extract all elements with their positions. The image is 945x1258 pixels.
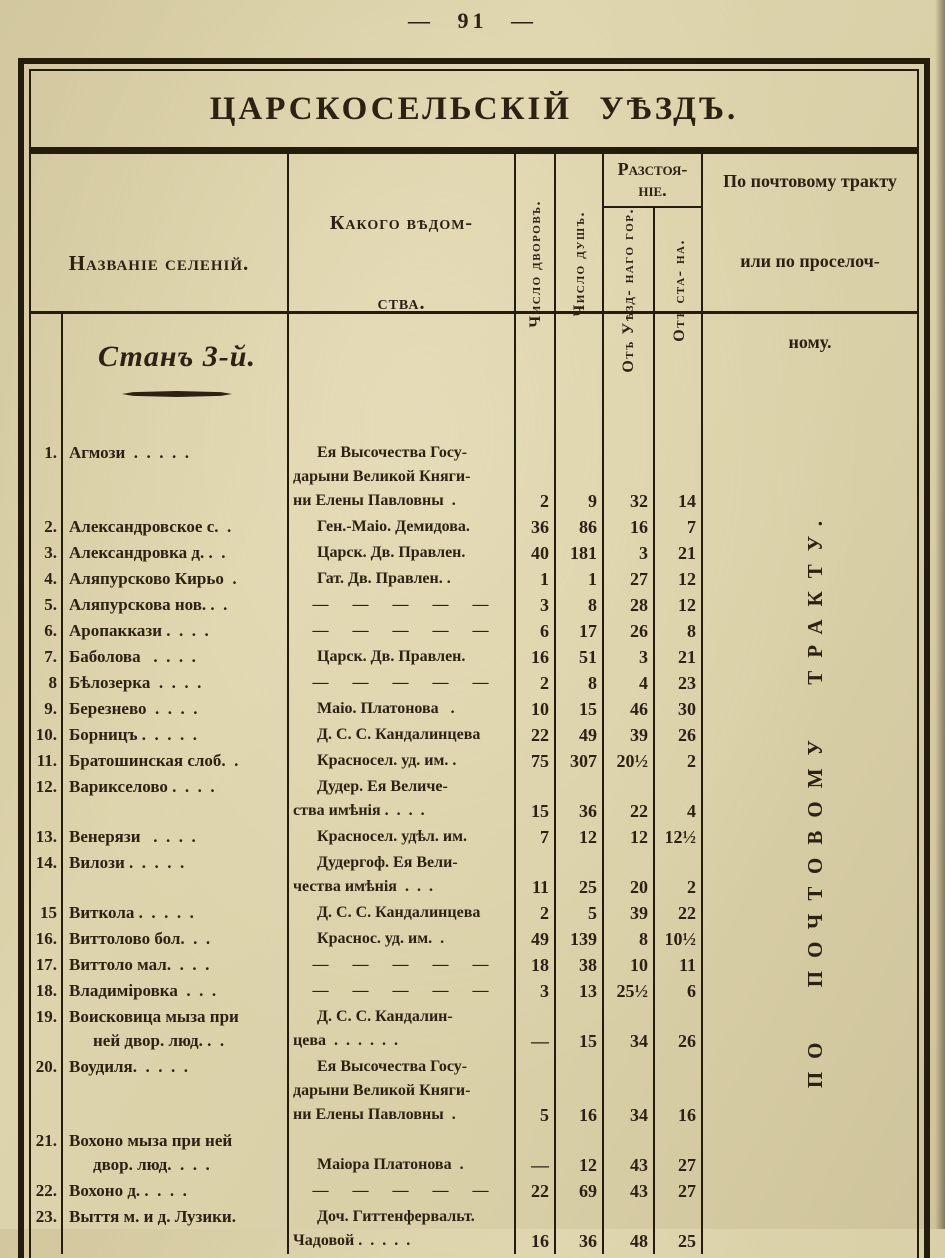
postal-route-vertical-label: ПО ПОЧТОВОМУ ТРАКТУ. [802,507,827,1089]
settlement-name: Братошинская слоб. . [63,748,289,774]
row-number: 19. [31,1004,63,1054]
settlement-name: Борницъ . . . . . [63,722,289,748]
distance-from-stan: 25 [655,1204,703,1254]
department: Д. С. С. Кандалинцева [289,900,516,926]
row-number: 1. [31,440,63,514]
distance-from-stan: 27 [655,1178,703,1204]
souls-count: 1 [556,566,604,592]
section-title: Станъ 3-й. [98,340,256,373]
households-count: 3 [516,592,556,618]
distance-from-stan: 14 [655,440,703,514]
households-count: 11 [516,850,556,900]
souls-count: 12 [556,824,604,850]
souls-count: 86 [556,514,604,540]
distance-from-stan: 7 [655,514,703,540]
row-number: 16. [31,926,63,952]
distance-from-stan: 6 [655,978,703,1004]
distance-from-stan: 12½ [655,824,703,850]
page-title: ЦАРСКОСЕЛЬСКІЙ УѢЗДЪ. [209,90,739,127]
department: — — — — — [289,670,516,696]
settlement-name: Александровка д. . . [63,540,289,566]
department: Гат. Дв. Правлен. . [289,566,516,592]
souls-count: 36 [556,1204,604,1254]
households-count: 5 [516,1054,556,1128]
distance-from-town: 20 [604,850,655,900]
row-number: 20. [31,1054,63,1128]
souls-count: 181 [556,540,604,566]
row-number: 12. [31,774,63,824]
department: Ген.-Маіо. Демидова. [289,514,516,540]
table-row [31,1204,917,1254]
settlement-name: Баболова . . . . [63,644,289,670]
distance-from-town: 34 [604,1054,655,1128]
row-number: 23. [31,1204,63,1254]
row-number: 11. [31,748,63,774]
settlement-name: Березнево . . . . [63,696,289,722]
settlement-name: Владиміровка . . . [63,978,289,1004]
settlement-name: Вохоно мыза при ней двор. люд. . . . [63,1128,289,1178]
department: Красносел. уд. им. . [289,748,516,774]
col-header-road-type: По почтовому тракту или по проселоч- ному. [723,171,897,352]
department: Д. С. С. Кандалинцева [289,722,516,748]
souls-count: 69 [556,1178,604,1204]
distance-from-stan: 23 [655,670,703,696]
distance-from-town: 3 [604,540,655,566]
row-number: 17. [31,952,63,978]
households-count: 16 [516,1204,556,1254]
row-number: 5. [31,592,63,618]
settlement-name: Вохоно д. . . . . [63,1178,289,1204]
row-number: 4. [31,566,63,592]
road-column-cell [703,1128,917,1178]
souls-count: 36 [556,774,604,824]
souls-count: 25 [556,850,604,900]
distance-from-stan: 2 [655,748,703,774]
households-count: 36 [516,514,556,540]
souls-count: 9 [556,440,604,514]
department: — — — — — [289,1178,516,1204]
souls-count: 49 [556,722,604,748]
settlement-name: Варикселово . . . . [63,774,289,824]
souls-count: 15 [556,696,604,722]
households-count: 1 [516,566,556,592]
row-number: 15 [31,900,63,926]
souls-count: 38 [556,952,604,978]
row-number: 8 [31,670,63,696]
households-count: 75 [516,748,556,774]
distance-from-town: 28 [604,592,655,618]
distance-from-stan: 27 [655,1128,703,1178]
department: Д. С. С. Кандалин- цева . . . . . . [289,1004,516,1054]
settlement-name: Александровское с. . [63,514,289,540]
households-count: 40 [516,540,556,566]
settlement-name: Аляпурсково Кирьо . [63,566,289,592]
col-header-dist-from-stan: Отъ ста- на. [670,238,688,342]
row-number: 6. [31,618,63,644]
households-count: 3 [516,978,556,1004]
section-heading-row [31,314,917,440]
row-number: 18. [31,978,63,1004]
distance-from-town: 39 [604,722,655,748]
souls-count: 15 [556,1004,604,1054]
table-row [31,1178,917,1204]
distance-from-stan: 26 [655,1004,703,1054]
settlement-name: Аропаккази . . . . [63,618,289,644]
settlement-name: Бѣлозерка . . . . [63,670,289,696]
settlement-name: Виткола . . . . . [63,900,289,926]
households-count: 22 [516,722,556,748]
department: Дудер. Ея Величе- ства имѣнія . . . . [289,774,516,824]
settlement-name: Вилози . . . . . [63,850,289,900]
department: — — — — — [289,952,516,978]
distance-from-town: 10 [604,952,655,978]
souls-count: 307 [556,748,604,774]
households-count: 10 [516,696,556,722]
col-header-department-line1: Какого вѣдом- [329,211,474,234]
souls-count: 139 [556,926,604,952]
distance-from-town: 8 [604,926,655,952]
households-count: 22 [516,1178,556,1204]
department: — — — — — [289,978,516,1004]
souls-count: 51 [556,644,604,670]
settlement-name: Виттолово бол. . . [63,926,289,952]
distance-from-town: 3 [604,644,655,670]
department: — — — — — [289,592,516,618]
department: Маіора Платонова . [289,1128,516,1178]
distance-from-town: 26 [604,618,655,644]
distance-from-stan: 16 [655,1054,703,1128]
table-row [31,1128,917,1178]
col-header-souls: Число душъ. [556,154,604,373]
department: Краснос. уд. им. . [289,926,516,952]
row-number: 9. [31,696,63,722]
settlement-name: Венерязи . . . . [63,824,289,850]
distance-from-town: 48 [604,1204,655,1254]
page-number: — 91 — [408,8,537,33]
souls-count: 17 [556,618,604,644]
row-number: 13. [31,824,63,850]
households-count: — [516,1128,556,1178]
department: Красносел. удѣл. им. [289,824,516,850]
settlement-name: Агмози . . . . . [63,440,289,514]
row-number: 2. [31,514,63,540]
distance-from-stan: 12 [655,592,703,618]
households-count: 16 [516,644,556,670]
row-number: 22. [31,1178,63,1204]
row-number: 10. [31,722,63,748]
settlement-name: Воисковица мыза при ней двор. люд. . . [63,1004,289,1054]
department: Доч. Гиттенфервальт. Чадовой . . . . . [289,1204,516,1254]
households-count: 49 [516,926,556,952]
col-header-dist-from-town: Отъ Уѣзд- наго гор. [604,208,655,373]
distance-from-town: 20½ [604,748,655,774]
distance-from-town: 16 [604,514,655,540]
row-number: 7. [31,644,63,670]
distance-from-stan: 21 [655,644,703,670]
department: — — — — — [289,618,516,644]
souls-count: 13 [556,978,604,1004]
distance-from-stan: 21 [655,540,703,566]
distance-from-stan: 22 [655,900,703,926]
department: Царск. Дв. Правлен. [289,644,516,670]
settlement-name: Аляпурскова нов. . . [63,592,289,618]
row-number: 21. [31,1128,63,1178]
road-column-cell [703,1178,917,1204]
households-count: 2 [516,670,556,696]
distance-from-stan: 4 [655,774,703,824]
households-count: 18 [516,952,556,978]
department: Ея Высочества Госу- дарыни Великой Княги- ни Елены Павловны . [289,440,516,514]
households-count: 7 [516,824,556,850]
souls-count: 8 [556,670,604,696]
road-column-cell [703,1204,917,1254]
distance-from-town: 43 [604,1178,655,1204]
settlement-name: Воудиля. . . . . [63,1054,289,1128]
row-number: 14. [31,850,63,900]
distance-from-stan: 8 [655,618,703,644]
title-divider-rule [31,147,917,154]
households-count: 6 [516,618,556,644]
department: Маіо. Платонова . [289,696,516,722]
department: Дудергоф. Ея Вели- чества имѣнія . . . [289,850,516,900]
distance-from-town: 46 [604,696,655,722]
souls-count: 12 [556,1128,604,1178]
souls-count: 8 [556,592,604,618]
distance-from-town: 39 [604,900,655,926]
col-header-households: Число дворовъ. [516,154,556,373]
department: Царск. Дв. Правлен. [289,540,516,566]
households-count: 15 [516,774,556,824]
row-number: 3. [31,540,63,566]
distance-from-town: 32 [604,440,655,514]
distance-from-stan: 12 [655,566,703,592]
distance-from-town: 4 [604,670,655,696]
settlement-name: Виттоло мал. . . . [63,952,289,978]
households-count: 2 [516,900,556,926]
scan-edge-shadow [935,0,945,1229]
distance-group-title: Разстоя- ніе. [604,154,701,208]
distance-from-stan: 30 [655,696,703,722]
distance-from-town: 22 [604,774,655,824]
department: Ея Высочества Госу- дарыни Великой Княги- ни Елены Павловны . [289,1054,516,1128]
souls-count: 16 [556,1054,604,1128]
distance-from-stan: 10½ [655,926,703,952]
col-header-settlement-names: Названіе селеній. [31,154,289,373]
settlement-name: Выття м. и д. Лузики. [63,1204,289,1254]
households-count: — [516,1004,556,1054]
distance-from-town: 25½ [604,978,655,1004]
distance-from-stan: 26 [655,722,703,748]
distance-from-stan: 11 [655,952,703,978]
households-count: 2 [516,440,556,514]
distance-from-town: 43 [604,1128,655,1178]
souls-count: 5 [556,900,604,926]
col-header-department-line2: ства. [377,292,426,315]
distance-from-town: 12 [604,824,655,850]
distance-from-town: 27 [604,566,655,592]
section-divider-dash [122,391,232,397]
distance-from-stan: 2 [655,850,703,900]
distance-from-town: 34 [604,1004,655,1054]
